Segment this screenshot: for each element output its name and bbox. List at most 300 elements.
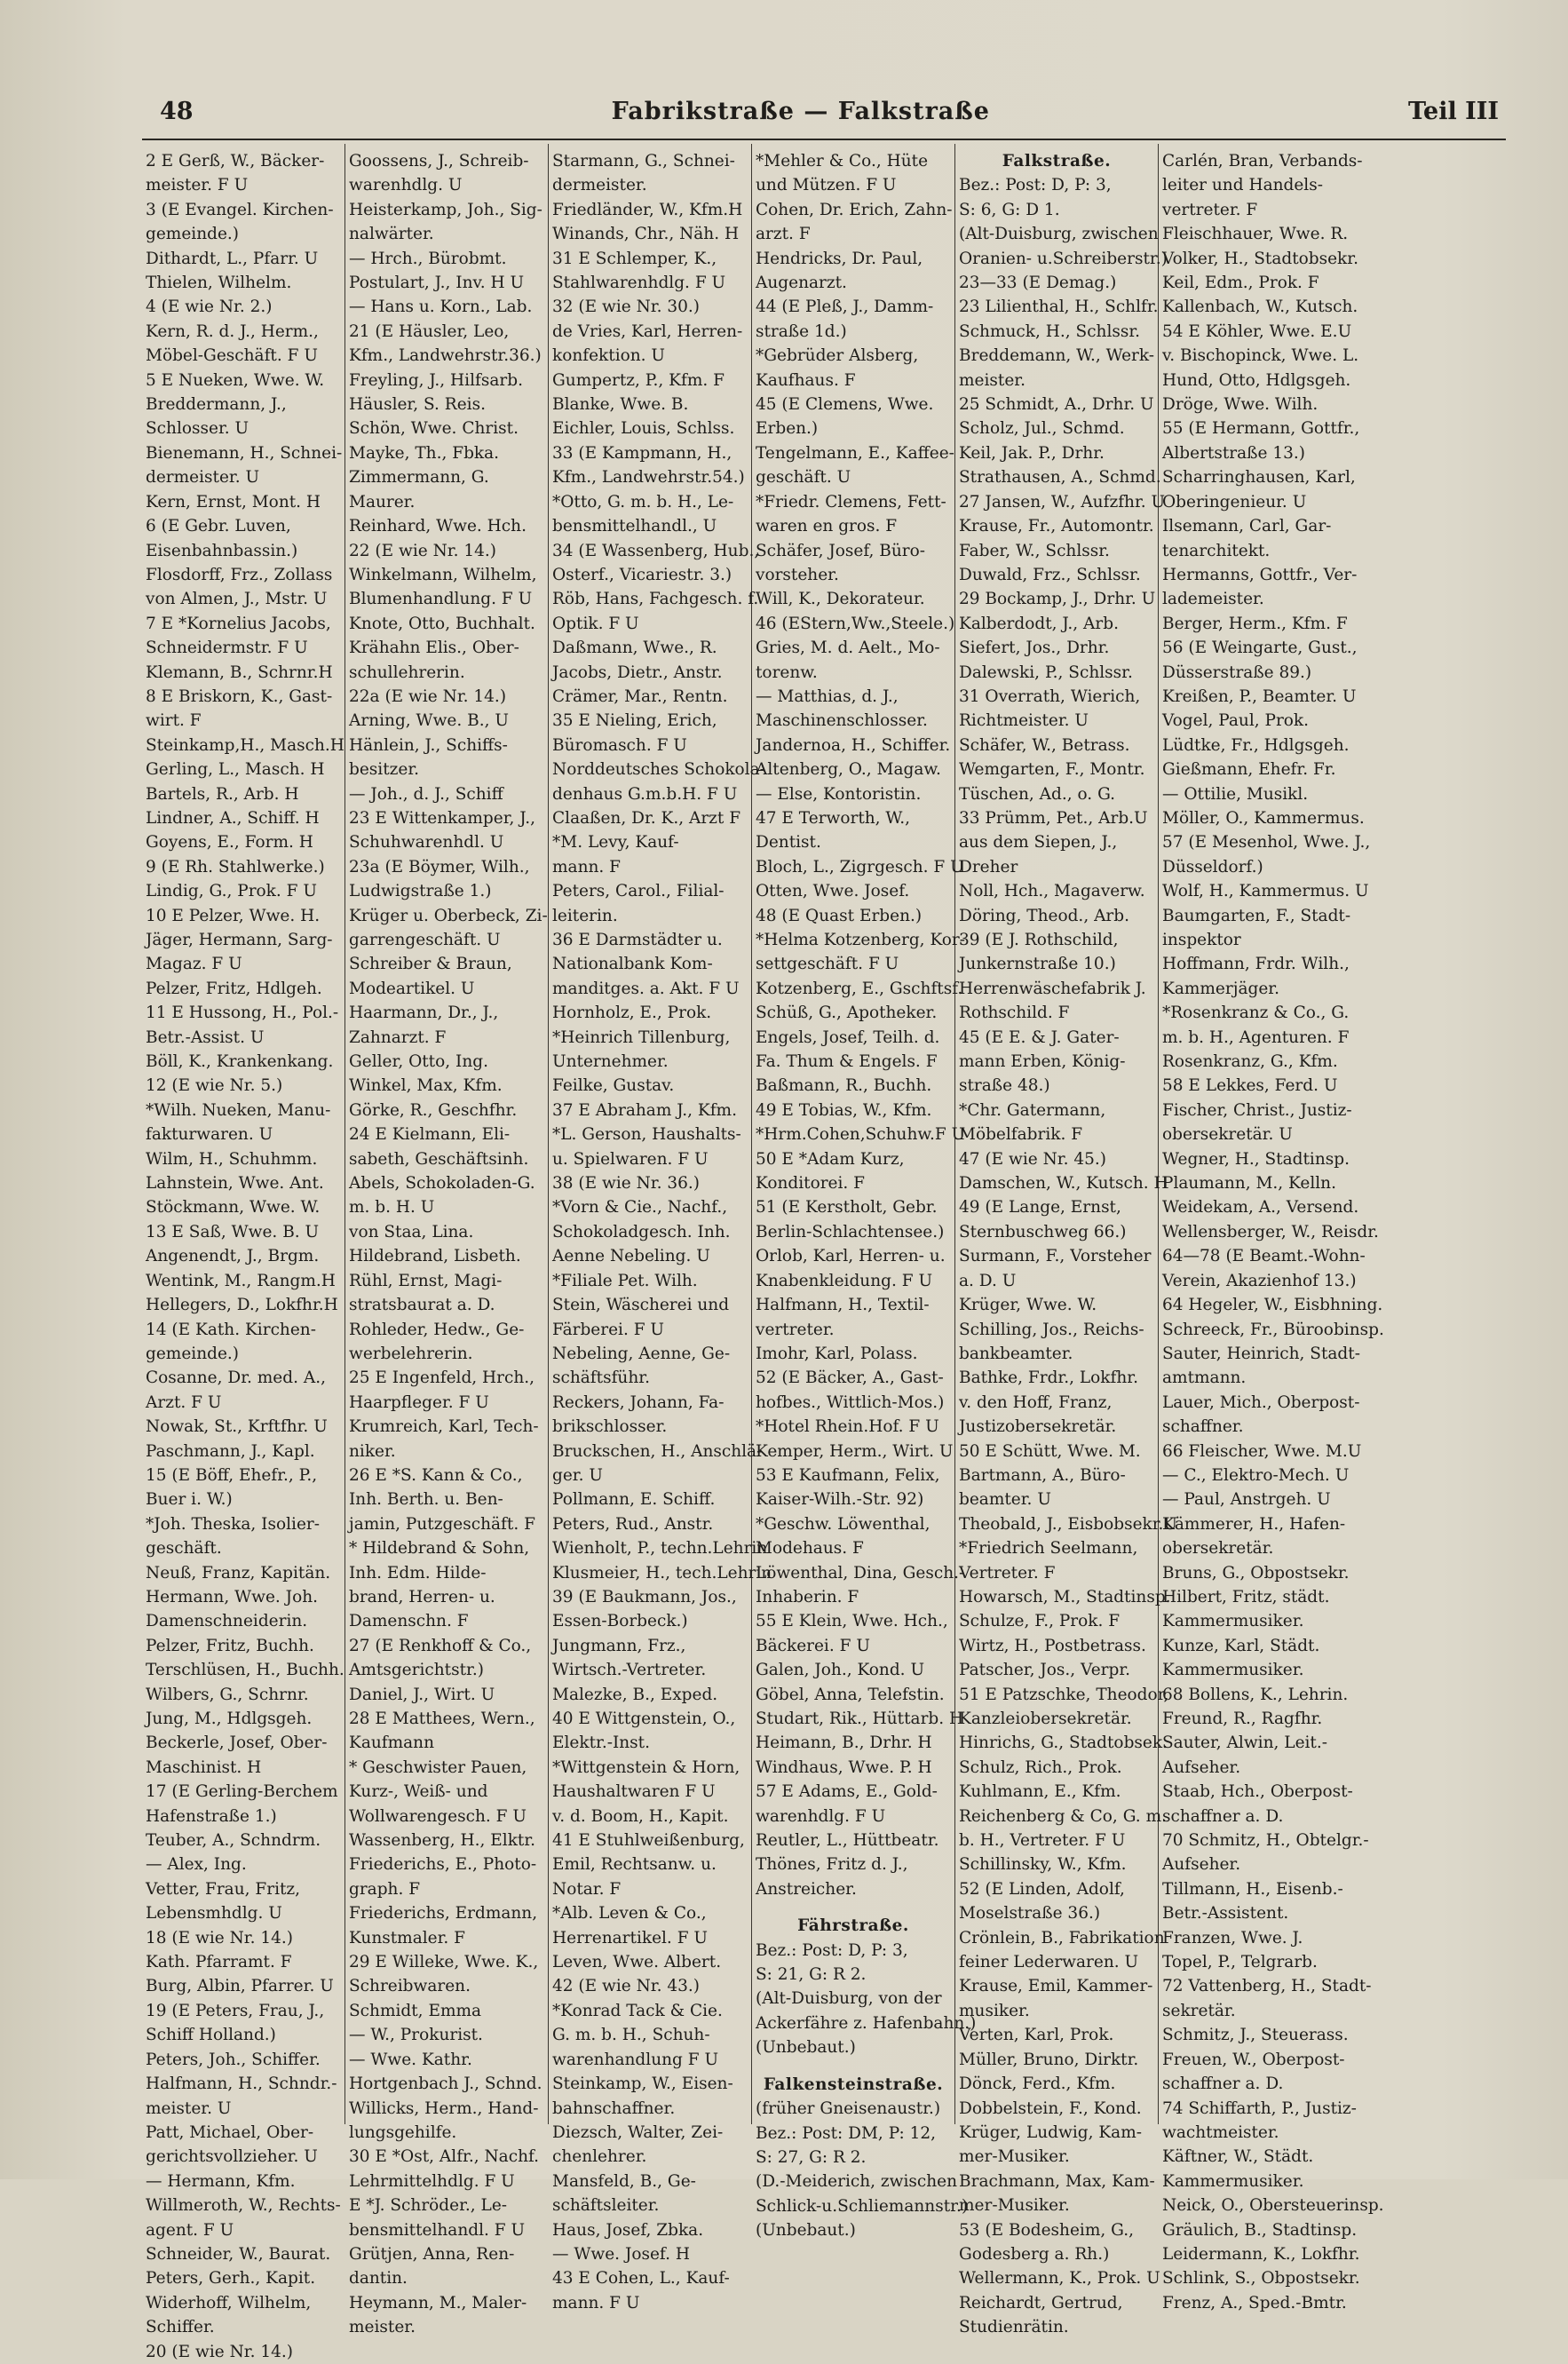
- directory-entry: Wellermann, K., Prok. U: [959, 2269, 1160, 2289]
- directory-entry: Kern, R. d. J., Herm.,: [146, 321, 319, 341]
- directory-entry: Otten, Wwe. Josef.: [756, 882, 910, 901]
- directory-entry: Kaufmann: [349, 1733, 435, 1753]
- directory-entry: — Hermann, Kfm.: [146, 2171, 296, 2191]
- directory-entry: 21 (E Häusler, Leo,: [349, 321, 510, 341]
- directory-entry: 9 (E Rh. Stahlwerke.): [146, 857, 325, 877]
- directory-entry: Schön, Wwe. Christ.: [349, 419, 519, 439]
- directory-entry: Döring, Theod., Arb.: [959, 906, 1130, 925]
- directory-entry: Patt, Michael, Ober-: [146, 2122, 314, 2142]
- directory-entry: * Hildebrand & Sohn,: [349, 1539, 530, 1559]
- directory-entry: Nebeling, Aenne, Ge-: [552, 1344, 731, 1363]
- directory-entry: Damschen, W., Kutsch. H: [959, 1174, 1168, 1194]
- directory-entry: Haarmann, Dr., J.,: [349, 1004, 499, 1023]
- directory-entry: 19 (E Peters, Frau, J.,: [146, 2001, 325, 2020]
- directory-entry: Möller, O., Kammermus.: [1162, 808, 1365, 828]
- directory-entry: mann. F: [552, 857, 621, 877]
- directory-entry: Bruckschen, H., Anschlä-: [552, 1441, 763, 1461]
- directory-entry: Schmitz, J., Steuerass.: [1162, 2026, 1349, 2045]
- directory-entry: Elektr.-Inst.: [552, 1733, 650, 1753]
- directory-entry: 26 E *S. Kann & Co.,: [349, 1465, 523, 1485]
- directory-entry: Inhaberin. F: [756, 1587, 859, 1606]
- directory-entry: wachtmeister.: [1162, 2122, 1279, 2142]
- directory-entry: Oberingenieur. U: [1162, 492, 1307, 512]
- directory-entry: Wellensberger, W., Reisdr.: [1162, 1222, 1379, 1241]
- directory-entry: Schillinsky, W., Kfm.: [959, 1855, 1127, 1875]
- directory-entry: Sauter, Alwin, Leit.-: [1162, 1733, 1327, 1753]
- directory-entry: 47 E Terworth, W.,: [756, 808, 910, 828]
- directory-entry: Ludwigstraße 1.): [349, 882, 492, 901]
- directory-entry: — C., Elektro-Mech. U: [1162, 1465, 1350, 1485]
- directory-entry: Kalberdodt, J., Arb.: [959, 614, 1119, 633]
- directory-entry: *Otto, G. m. b. H., Le-: [552, 492, 734, 512]
- directory-entry: 20 (E wie Nr. 14.): [146, 2342, 294, 2361]
- directory-entry: Daniel, J., Wirt. U: [349, 1685, 495, 1704]
- directory-entry: S: 27, G: R 2.: [756, 2147, 867, 2167]
- directory-entry: Weidekam, A., Versend.: [1162, 1198, 1359, 1218]
- directory-entry: 8 E Briskorn, K., Gast-: [146, 686, 333, 706]
- directory-entry: dermeister.: [552, 176, 647, 195]
- directory-entry: Haus, Josef, Zbka.: [552, 2220, 704, 2240]
- directory-entry: inspektor: [1162, 931, 1241, 949]
- directory-entry: *Hotel Rhein.Hof. F U: [756, 1417, 939, 1437]
- directory-entry: Bruns, G., Obpostsekr.: [1162, 1563, 1350, 1583]
- directory-entry: Studienrätin.: [959, 2318, 1069, 2337]
- directory-entry: Leidermann, K., Lokfhr.: [1162, 2244, 1360, 2264]
- directory-entry: konfektion. U: [552, 346, 666, 366]
- directory-entry: G. m. b. H., Schuh-: [552, 2026, 710, 2045]
- directory-entry: Schreiber & Braun,: [349, 955, 512, 974]
- directory-entry: Schiff Holland.): [146, 2026, 276, 2045]
- directory-entry: brand, Herren- u.: [349, 1587, 495, 1606]
- directory-entry: nalwärter.: [349, 225, 434, 244]
- directory-entry: Kurz-, Weiß- und: [349, 1782, 488, 1802]
- directory-entry: meister.: [349, 2318, 416, 2337]
- directory-entry: 52 (E Bäcker, A., Gast-: [756, 1368, 944, 1388]
- directory-entry: Crönlein, B., Fabrikation: [959, 1928, 1165, 1948]
- directory-entry: Jacobs, Dietr., Anstr.: [552, 662, 723, 682]
- directory-entry: straße 1d.): [756, 321, 847, 341]
- directory-entry: *Rosenkranz & Co., G.: [1162, 1004, 1350, 1023]
- directory-entry: 29 Bockamp, J., Drhr. U: [959, 590, 1156, 609]
- directory-entry: Bartmann, A., Büro-: [959, 1465, 1126, 1485]
- directory-entry: 4 (E wie Nr. 2.): [146, 297, 273, 317]
- directory-entry: 44 (E Pleß, J., Damm-: [756, 297, 934, 317]
- directory-entry: Faber, W., Schlssr.: [959, 541, 1110, 560]
- directory-entry: Scharringhausen, Karl,: [1162, 468, 1356, 488]
- directory-entry: 23 Lilienthal, H., Schlfr.: [959, 297, 1159, 317]
- directory-entry: *Filiale Pet. Wilh.: [552, 1271, 698, 1290]
- directory-entry: a. D. U: [959, 1271, 1017, 1290]
- directory-entry: Friederichs, Erdmann,: [349, 1904, 538, 1924]
- directory-entry: Fa. Thum & Engels. F: [756, 1052, 938, 1072]
- directory-entry: leiterin.: [552, 906, 618, 925]
- directory-entry: Hendricks, Dr. Paul,: [756, 249, 923, 268]
- directory-entry: (Unbebaut.): [756, 2038, 856, 2058]
- directory-entry: Amtsgerichtstr.): [349, 1661, 484, 1680]
- directory-entry: 36 E Darmstädter u.: [552, 931, 723, 949]
- directory-entry: Tengelmann, E., Kaffee-: [756, 443, 954, 463]
- directory-entry: aus dem Siepen, J.,: [959, 833, 1118, 853]
- directory-entry: Diezsch, Walter, Zei-: [552, 2122, 724, 2142]
- directory-entry: 39 (E J. Rothschild,: [959, 931, 1119, 949]
- directory-entry: Baßmann, R., Buchh.: [756, 1076, 932, 1096]
- directory-entry: Norddeutsches Schokola-: [552, 760, 765, 780]
- directory-entry: Staab, Hch., Oberpost-: [1162, 1782, 1353, 1802]
- directory-entry: Reckers, Johann, Fa-: [552, 1392, 725, 1412]
- directory-entry: Aenne Nebeling. U: [552, 1247, 710, 1266]
- street-heading: Fährstraße.: [797, 1916, 909, 1936]
- directory-entry: meister.: [959, 370, 1026, 390]
- directory-entry: *L. Gerson, Haushalts-: [552, 1125, 741, 1145]
- directory-entry: Moselstraße 36.): [959, 1904, 1101, 1924]
- directory-entry: Wolf, H., Kammermus. U: [1162, 882, 1369, 901]
- directory-entry: Steinkamp, W., Eisen-: [552, 2074, 733, 2094]
- directory-entry: Dentist.: [756, 833, 821, 853]
- directory-entry: 33 Prümm, Pet., Arb.U: [959, 808, 1148, 828]
- directory-entry: — Wwe. Kathr.: [349, 2050, 472, 2069]
- directory-entry: Modehaus. F: [756, 1539, 864, 1559]
- directory-entry: Claaßen, Dr. K., Arzt F: [552, 808, 741, 828]
- directory-entry: — Alex, Ing.: [146, 1855, 247, 1875]
- directory-entry: 38 (E wie Nr. 36.): [552, 1174, 701, 1194]
- directory-entry: Verein, Akazienhof 13.): [1162, 1271, 1357, 1290]
- directory-entry: — Hans u. Korn., Lab.: [349, 297, 533, 317]
- directory-entry: — Ottilie, Musikl.: [1162, 784, 1309, 804]
- directory-entry: Beckerle, Josef, Ober-: [146, 1733, 328, 1753]
- directory-entry: Knote, Otto, Buchhalt.: [349, 614, 535, 633]
- directory-entry: Cohen, Dr. Erich, Zahn-: [756, 200, 953, 219]
- directory-entry: 25 Schmidt, A., Drhr. U: [959, 395, 1154, 415]
- directory-entry: ger. U: [552, 1465, 603, 1485]
- directory-entry: meister. U: [146, 2098, 232, 2118]
- directory-entry: *Friedrich Seelmann,: [959, 1539, 1138, 1559]
- directory-entry: Winkel, Max, Kfm.: [349, 1076, 503, 1096]
- directory-entry: 72 Vattenberg, H., Stadt-: [1162, 1977, 1372, 1996]
- directory-entry: 22 (E wie Nr. 14.): [349, 541, 497, 560]
- directory-entry: bahnschaffner.: [552, 2098, 676, 2118]
- directory-entry: 51 (E Kerstholt, Gebr.: [756, 1198, 938, 1218]
- directory-entry: Teuber, A., Schndrm.: [146, 1831, 321, 1851]
- directory-entry: Inh. Edm. Hilde-: [349, 1563, 487, 1583]
- directory-entry: 45 (E Clemens, Wwe.: [756, 395, 934, 415]
- directory-entry: *Wilh. Nueken, Manu-: [146, 1100, 331, 1120]
- directory-entry: Krüger u. Oberbeck, Zi-: [349, 906, 548, 925]
- directory-entry: Modeartikel. U: [349, 979, 475, 998]
- directory-entry: Dröge, Wwe. Wilh.: [1162, 395, 1319, 415]
- directory-entry: Nationalbank Kom-: [552, 955, 713, 974]
- directory-entry: 6 (E Gebr. Luven,: [146, 517, 291, 536]
- directory-entry: Nowak, St., Krftfhr. U: [146, 1417, 328, 1437]
- directory-entry: Schneidermstr. F U: [146, 639, 308, 658]
- directory-entry: Lindig, G., Prok. F U: [146, 882, 317, 901]
- directory-entry: Wilm, H., Schuhmm.: [146, 1149, 318, 1169]
- directory-entry: amtmann.: [1162, 1368, 1247, 1388]
- directory-entry: 23—33 (E Demag.): [959, 274, 1117, 293]
- directory-entry: Stöckmann, Wwe. W.: [146, 1198, 321, 1218]
- directory-entry: Herrenartikel. F U: [552, 1928, 709, 1948]
- directory-entry: Pelzer, Fritz, Buchh.: [146, 1636, 314, 1655]
- directory-entry: musiker.: [959, 2001, 1030, 2020]
- directory-entry: Neuß, Franz, Kapitän.: [146, 1563, 331, 1583]
- directory-entry: Blumenhandlung. F U: [349, 590, 533, 609]
- directory-entry: Blanke, Wwe. B.: [552, 395, 689, 415]
- directory-entry: Engels, Josef, Teilh. d.: [756, 1027, 940, 1047]
- directory-entry: v. Bischopinck, Wwe. L.: [1162, 346, 1359, 366]
- directory-entry: geschäft.: [146, 1539, 222, 1559]
- directory-entry: Jäger, Hermann, Sarg-: [146, 931, 333, 949]
- directory-entry: Breddemann, W., Werk-: [959, 346, 1155, 366]
- directory-entry: Hildebrand, Lisbeth.: [349, 1247, 521, 1266]
- directory-entry: Gries, M. d. Aelt., Mo-: [756, 639, 940, 658]
- directory-entry: Scholz, Jul., Schmd.: [959, 419, 1125, 439]
- directory-entry: Crämer, Mar., Rentn.: [552, 686, 728, 706]
- directory-entry: Ackerfähre z. Hafenbahn.): [756, 2013, 977, 2033]
- directory-entry: Kaiser-Wilh.-Str. 92): [756, 1490, 924, 1510]
- directory-entry: Bez.: Post: D, P: 3,: [756, 1940, 908, 1960]
- directory-entry: Pelzer, Fritz, Hdlgeh.: [146, 979, 322, 998]
- column-2: [345, 144, 549, 2337]
- directory-entry: *Gebrüder Alsberg,: [756, 346, 919, 366]
- directory-entry: Jungmann, Frz.,: [552, 1636, 686, 1655]
- directory-entry: Siefert, Jos., Drhr.: [959, 639, 1110, 658]
- directory-entry: *Konrad Tack & Cie.: [552, 2001, 723, 2020]
- directory-entry: Rothschild. F: [959, 1004, 1070, 1023]
- directory-entry: Dalewski, P., Schlssr.: [959, 662, 1133, 682]
- directory-entry: Stahlwarenhdlg. F U: [552, 274, 726, 293]
- directory-entry: Carlén, Bran, Verbands-: [1162, 152, 1363, 171]
- directory-entry: Damenschn. F: [349, 1612, 469, 1631]
- directory-entry: Hinrichs, G., Stadtobsek.: [959, 1733, 1168, 1753]
- directory-entry: 42 (E wie Nr. 43.): [552, 1977, 701, 1996]
- directory-entry: 53 (E Bodesheim, G.,: [959, 2220, 1135, 2240]
- directory-entry: Topel, P., Telgrarb.: [1162, 1953, 1318, 1972]
- directory-entry: Hänlein, J., Schiffs-: [349, 735, 508, 755]
- directory-entry: Rühl, Ernst, Magi-: [349, 1271, 503, 1290]
- directory-entry: schäftsführ.: [552, 1368, 650, 1388]
- directory-entry: Hortgenbach J., Schnd.: [349, 2074, 542, 2094]
- directory-entry: mer-Musiker.: [959, 2147, 1070, 2167]
- directory-entry: schaffner.: [1162, 1417, 1244, 1437]
- directory-entry: settgeschäft. F U: [756, 955, 899, 974]
- directory-entry: Kallenbach, W., Kutsch.: [1162, 297, 1358, 317]
- directory-entry: 28 E Matthees, Wern.,: [349, 1710, 535, 1728]
- directory-entry: 46 (EStern,Ww.,Steele.): [756, 614, 955, 633]
- directory-entry: *Alb. Leven & Co.,: [552, 1904, 707, 1924]
- directory-entry: Vetter, Frau, Fritz,: [146, 1879, 301, 1899]
- directory-entry: Heimann, B., Drhr. H: [756, 1733, 932, 1753]
- directory-entry: Windhaus, Wwe. P. H: [756, 1757, 932, 1777]
- directory-entry: Düsseldorf.): [1162, 857, 1263, 877]
- directory-entry: Jung, M., Hdlgsgeh.: [146, 1710, 313, 1728]
- directory-entry: Schlick-u.Schliemannstr.): [756, 2196, 969, 2216]
- directory-entry: Müller, Bruno, Dirktr.: [959, 2050, 1139, 2069]
- directory-entry: vertreter. F: [1162, 200, 1258, 219]
- directory-entry: 49 E Tobias, W., Kfm.: [756, 1100, 932, 1120]
- directory-entry: Schreibwaren.: [349, 1977, 471, 1996]
- directory-entry: schaffner a. D.: [1162, 1806, 1284, 1826]
- directory-entry: Willicks, Herm., Hand-: [349, 2098, 539, 2118]
- directory-entry: Burg, Albin, Pfarrer. U: [146, 1977, 334, 1996]
- page-number: 48: [160, 98, 194, 125]
- street-heading: Falkstraße.: [1002, 152, 1112, 171]
- directory-entry: Freuen, W., Oberpost-: [1162, 2050, 1345, 2069]
- directory-entry: Wilbers, G., Schrnr.: [146, 1685, 309, 1704]
- directory-entry: Dreher: [959, 857, 1018, 877]
- directory-entry: 15 (E Böff, Ehefr., P.,: [146, 1465, 318, 1485]
- directory-entry: Eichler, Louis, Schlss.: [552, 419, 735, 439]
- directory-entry: Geller, Otto, Ing.: [349, 1052, 488, 1072]
- directory-entry: Görke, R., Geschfhr.: [349, 1100, 518, 1120]
- directory-entry: 27 Jansen, W., Aufzfhr. U: [959, 492, 1166, 512]
- directory-entry: — Wwe. Josef. H: [552, 2244, 691, 2264]
- directory-entry: Vogel, Paul, Prok.: [1162, 711, 1310, 731]
- directory-entry: sabeth, Geschäftsinh.: [349, 1149, 529, 1169]
- directory-entry: Hermanns, Gottfr., Ver-: [1162, 565, 1358, 584]
- directory-entry: Schreeck, Fr., Büroobinsp.: [1162, 1320, 1384, 1339]
- directory-entry: 25 E Ingenfeld, Hrch.,: [349, 1368, 535, 1388]
- directory-entry: arzt. F: [756, 225, 811, 244]
- directory-entry: 49 (E Lange, Ernst,: [959, 1198, 1121, 1218]
- directory-entry: Rohleder, Hedw., Ge-: [349, 1320, 525, 1339]
- directory-entry: Augenarzt.: [756, 274, 847, 293]
- directory-entry: Zimmermann, G.: [349, 468, 489, 488]
- directory-entry: Wirtz, H., Postbetrass.: [959, 1636, 1146, 1655]
- directory-entry: Wirtsch.-Vertreter.: [552, 1661, 707, 1680]
- directory-entry: Thielen, Wilhelm.: [146, 274, 292, 293]
- directory-entry: Düsserstraße 89.): [1162, 662, 1312, 682]
- directory-entry: Schuhwarenhdl. U: [349, 833, 504, 853]
- directory-entry: Angenendt, J., Brgm.: [146, 1247, 320, 1266]
- directory-entry: 34 (E Wassenberg, Hub.,: [552, 541, 760, 560]
- directory-entry: de Vries, Karl, Herren-: [552, 321, 743, 341]
- directory-entry: 51 E Patzschke, Theodor,: [959, 1685, 1169, 1704]
- directory-entry: Fischer, Christ., Justiz-: [1162, 1100, 1352, 1120]
- directory-entry: v. den Hoff, Franz,: [959, 1392, 1113, 1412]
- directory-entry: Eisenbahnbassin.): [146, 541, 298, 560]
- directory-entry: beamter. U: [959, 1490, 1051, 1510]
- directory-entry: Kern, Ernst, Mont. H: [146, 492, 321, 512]
- directory-entry: S: 6, G: D 1.: [959, 200, 1060, 219]
- directory-entry: manditges. a. Akt. F U: [552, 979, 740, 998]
- directory-entry: Gumpertz, P., Kfm. F: [552, 370, 725, 390]
- directory-entry: Schmidt, Emma: [349, 2001, 482, 2020]
- directory-entry: 55 (E Hermann, Gottfr.,: [1162, 419, 1360, 439]
- directory-entry: warenhandlung F U: [552, 2050, 719, 2069]
- directory-entry: 31 Overrath, Wierich,: [959, 686, 1141, 706]
- directory-entry: (früher Gneisenaustr.): [756, 2099, 941, 2119]
- directory-entry: Bäckerei. F U: [756, 1636, 870, 1655]
- directory-entry: E *J. Schröder., Le-: [349, 2196, 508, 2216]
- directory-entry: Strathausen, A., Schmd.: [959, 468, 1161, 488]
- directory-entry: 41 E Stuhlweißenburg,: [552, 1831, 745, 1851]
- directory-entry: *Helma Kotzenberg, Kor-: [756, 931, 966, 949]
- directory-entry: Bez.: Post: DM, P: 12,: [756, 2123, 937, 2143]
- directory-entry: Verten, Karl, Prok.: [959, 2026, 1114, 2045]
- column-1: [142, 144, 345, 2361]
- directory-entry: Krause, Emil, Kammer-: [959, 1977, 1153, 1996]
- directory-entry: Imohr, Karl, Polass.: [756, 1344, 918, 1363]
- directory-entry: sekretär.: [1162, 2001, 1236, 2020]
- directory-entry: Studart, Rik., Hüttarb. H: [756, 1710, 964, 1728]
- directory-entry: obersekretär.: [1162, 1539, 1274, 1559]
- directory-entry: lungsgehilfe.: [349, 2122, 457, 2142]
- directory-entry: 35 E Nieling, Erich,: [552, 711, 717, 731]
- directory-entry: brikschlosser.: [552, 1417, 668, 1437]
- directory-entry: Optik. F U: [552, 614, 639, 633]
- directory-entry: — Matthias, d. J.,: [756, 686, 899, 706]
- directory-entry: Bloch, L., Zigrgesch. F U: [756, 857, 964, 877]
- directory-entry: Surmann, F., Vorsteher: [959, 1247, 1152, 1266]
- directory-entry: 18 (E wie Nr. 14.): [146, 1928, 294, 1948]
- directory-entry: Reinhard, Wwe. Hch.: [349, 517, 527, 536]
- directory-entry: garrengeschäft. U: [349, 931, 501, 949]
- directory-entry: Wegner, H., Stadtinsp.: [1162, 1149, 1350, 1169]
- directory-entry: *Vorn & Cie., Nachf.,: [552, 1198, 728, 1218]
- directory-entry: Schmuck, H., Schlssr.: [959, 321, 1141, 341]
- directory-entry: Reichenberg & Co, G. m.: [959, 1806, 1167, 1826]
- directory-entry: 43 E Cohen, L., Kauf-: [552, 2269, 730, 2289]
- directory-entry: meister. F U: [146, 176, 249, 195]
- directory-entry: 2 E Gerß, W., Bäcker-: [146, 152, 325, 171]
- directory-entry: Zahnarzt. F: [349, 1027, 447, 1047]
- directory-entry: Maurer.: [349, 492, 416, 512]
- directory-entry: Will, K., Dekorateur.: [756, 590, 925, 609]
- directory-entry: Dithardt, L., Pfarr. U: [146, 249, 319, 268]
- directory-entry: Kuhlmann, E., Kfm.: [959, 1782, 1121, 1802]
- directory-entry: gemeinde.): [146, 1344, 240, 1363]
- directory-entry: Hilbert, Fritz, städt.: [1162, 1587, 1330, 1606]
- directory-entry: gemeinde.): [146, 225, 240, 244]
- directory-entry: 64 Hegeler, W., Eisbhning.: [1162, 1296, 1383, 1315]
- directory-entry: obersekretär. U: [1162, 1125, 1293, 1145]
- directory-entry: Goyens, E., Form. H: [146, 833, 313, 853]
- directory-entry: Ilsemann, Carl, Gar-: [1162, 517, 1332, 536]
- directory-entry: 45 (E E. & J. Gater-: [959, 1027, 1120, 1047]
- directory-entry: Kunstmaler. F: [349, 1928, 466, 1948]
- directory-entry: Betr.-Assist. U: [146, 1027, 265, 1047]
- directory-entry: — Hrch., Bürobmt.: [349, 249, 507, 268]
- directory-entry: Wollwarengesch. F U: [349, 1806, 527, 1826]
- directory-entry: Willmeroth, W., Rechts-: [146, 2196, 341, 2216]
- directory-entry: 23 E Wittenkamper, J.,: [349, 808, 536, 828]
- column-6: [1159, 144, 1384, 2312]
- directory-entry: Lauer, Mich., Oberpost-: [1162, 1392, 1360, 1412]
- directory-entry: bankbeamter.: [959, 1344, 1073, 1363]
- directory-entry: 56 (E Weingarte, Gust.,: [1162, 639, 1358, 658]
- directory-entry: schaffner a. D.: [1162, 2074, 1284, 2094]
- directory-entry: Gräulich, B., Stadtinsp.: [1162, 2220, 1358, 2240]
- directory-entry: Hafenstraße 1.): [146, 1806, 277, 1826]
- directory-entry: 53 E Kaufmann, Felix,: [756, 1465, 940, 1485]
- directory-entry: Göbel, Anna, Telefstin.: [756, 1685, 945, 1704]
- directory-entry: Daßmann, Wwe., R.: [552, 639, 717, 658]
- directory-entry: b. H., Vertreter. F U: [959, 1831, 1126, 1851]
- directory-entry: 24 E Kielmann, Eli-: [349, 1125, 511, 1145]
- directory-entry: Maschinenschlosser.: [756, 711, 928, 731]
- page-part: Teil III: [1408, 98, 1499, 125]
- directory-entry: 64—78 (E Beamt.-Wohn-: [1162, 1247, 1366, 1266]
- directory-entry: Dönck, Ferd., Kfm.: [959, 2074, 1116, 2094]
- directory-entry: *Chr. Gatermann,: [959, 1100, 1106, 1120]
- directory-entry: niker.: [349, 1441, 396, 1461]
- directory-entry: Winkelmann, Wilhelm,: [349, 565, 537, 584]
- directory-entry: Grütjen, Anna, Ren-: [349, 2244, 515, 2264]
- directory-entry: Krüger, Wwe. W.: [959, 1296, 1097, 1315]
- directory-entry: Konditorei. F: [756, 1174, 866, 1194]
- directory-entry: 32 (E wie Nr. 30.): [552, 297, 701, 317]
- directory-entry: straße 48.): [959, 1076, 1050, 1096]
- directory-entry: Dobbelstein, F., Kond.: [959, 2098, 1142, 2118]
